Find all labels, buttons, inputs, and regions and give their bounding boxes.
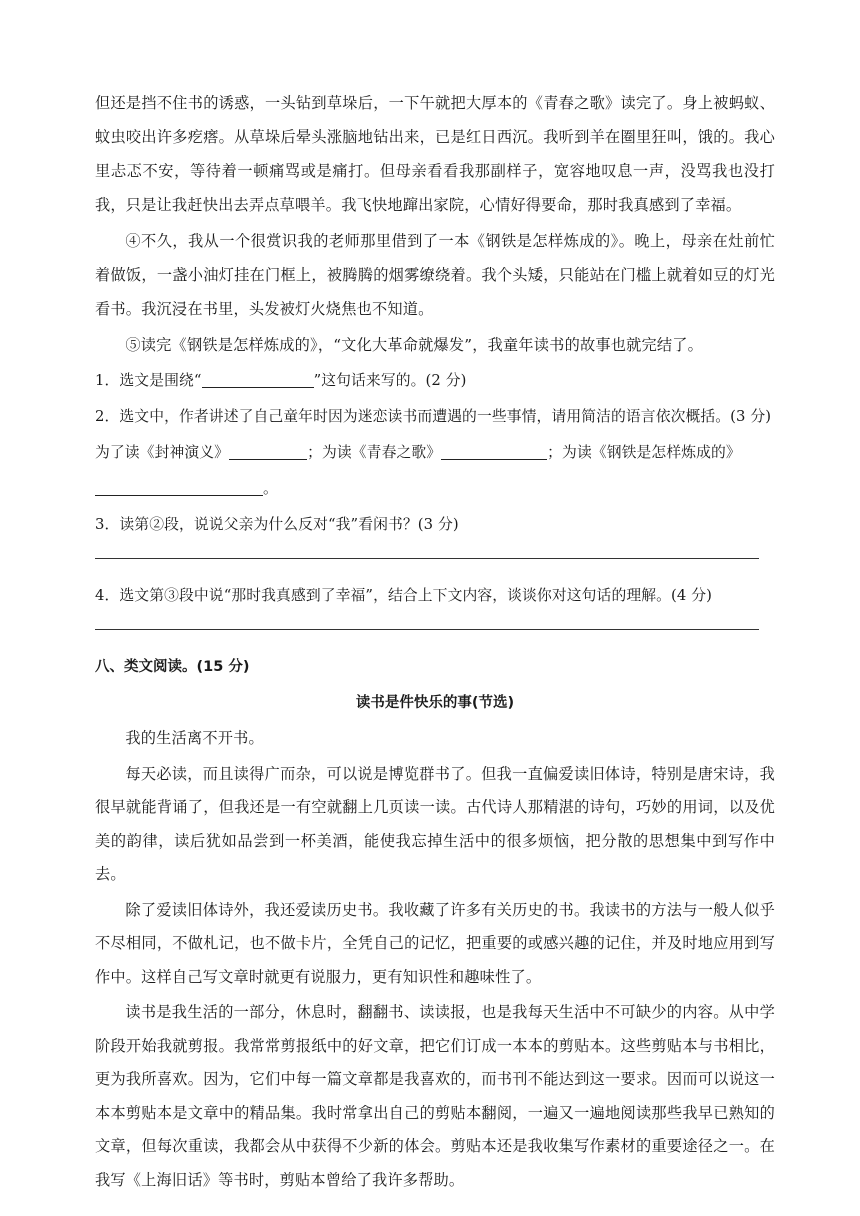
question-2: 2．选文中，作者讲述了自己童年时因为迷恋读书而遭遇的一些事情，请用简洁的语言依次概括。(3 分): [95, 408, 772, 425]
question-2-end: 。: [263, 480, 278, 497]
question-1-blank[interactable]: [202, 369, 314, 388]
question-3-answer-line[interactable]: [95, 558, 759, 559]
article-paragraph-1: 我的生活离不开书。: [125, 729, 264, 747]
question-2-answers: [95, 436, 775, 470]
article-paragraph-3: 除了爱读旧体诗外，我还爱读历史书。我收藏了许多有关历史的书。我读书的方法与一般人似乎不尽相同，不做札记，也不做卡片，全凭自己的记忆，把重要的或感兴趣的记住，并及时地应用到写作中。这样自己写文章时就更有说服力，更有知识性和趣味性了。: [95, 900, 775, 986]
passage-paragraph-3-continued: 但还是挡不住书的诱惑，一头钻到草垛后，一下午就把大厚本的《青春之歌》读完了。身上被蚂蚁、蚊虫咬出许多疙瘩。从草垛后晕头涨脑地钻出来，已是红日西沉。我听到羊在圈里狂叫，饿的。我心里忐忑不安，等待着一顿痛骂或是痛打。但母亲看看我那副样子，宽容地叹息一声，没骂我也没打我，只是让我赶快出去弄点草喂羊。我飞快地蹿出家院，心情好得要命，那时我真感到了幸福。: [95, 94, 775, 214]
passage-paragraph-4: ④不久，我从一个很赏识我的老师那里借到了一本《钢铁是怎样炼成的》。晚上，母亲在灶前忙着做饭，一盏小油灯挂在门框上，被腾腾的烟雾缭绕着。我个头矮，只能站在门槛上就着如豆的灯光看书。我沉浸在书里，头发被灯火烧焦也不知道。: [95, 232, 775, 318]
question-1-text-after: ”这句话来写的。(2 分): [313, 372, 467, 389]
article-body: [95, 722, 775, 1197]
question-2-part-2: ；为读《青春之歌》: [307, 444, 442, 461]
question-4-answer-line[interactable]: [95, 629, 759, 630]
question-1-text-before: 1．选文是围绕“: [95, 372, 202, 389]
article-title: 读书是件快乐的事(节选): [355, 695, 515, 711]
document-content: [95, 86, 775, 1199]
passage-paragraph-5: ⑤读完《钢铁是怎样炼成的》，“文化大革命就爆发”，我童年读书的故事也就完结了。: [125, 336, 704, 354]
question-2-answers-cont: [95, 472, 775, 506]
question-2-blank-3[interactable]: [95, 477, 263, 496]
question-3: 3．读第②段，说说父亲为什么反对“我”看闲书？(3 分): [95, 516, 459, 533]
question-2-part-1: 为了读《封神演义》: [95, 444, 230, 461]
article-paragraph-2: 每天必读，而且读得广而杂，可以说是博览群书了。但我一直偏爱读旧体诗，特别是唐宋诗，我很早就能背诵了，但我还是一有空就翻上几页读一读。古代诗人那精湛的诗句，巧妙的用词，以及优美的韵律，读后犹如品尝到一杯美酒，能使我忘掉生活中的很多烦恼，把分散的思想集中到写作中去。: [95, 764, 775, 883]
question-2-part-3: ；为读《钢铁是怎样炼成的》: [547, 444, 741, 461]
question-2-blank-1[interactable]: [229, 441, 307, 460]
section-8-heading: 八、类文阅读。(15 分): [95, 659, 250, 675]
article-paragraph-4: 读书是我生活的一部分，休息时，翻翻书、读读报，也是我每天生活中不可缺少的内容。从中学阶段开始我就剪报。我常常剪报纸中的好文章，把它们订成一本本的剪贴本。这些剪贴本与书相比，更为我所喜欢。因为，它们中每一篇文章都是我喜欢的，而书刊不能达到这一要求。因而可以说这一本本剪贴本是文章中的精品集。我时常拿出自己的剪贴本翻阅，一遍又一遍地阅读那些我早已熟知的文章，但每次重读，我都会从中获得不少新的体会。剪贴本还是我收集写作素材的重要途径之一。在我写《上海旧话》等书时，剪贴本曾给了我许多帮助。: [95, 1003, 775, 1189]
question-1: [95, 364, 775, 398]
question-2-blank-2[interactable]: [441, 441, 547, 460]
question-4: 4．选文第③段中说“那时我真感到了幸福”，结合上下文内容，谈谈你对这句话的理解。(4 分): [95, 587, 712, 604]
